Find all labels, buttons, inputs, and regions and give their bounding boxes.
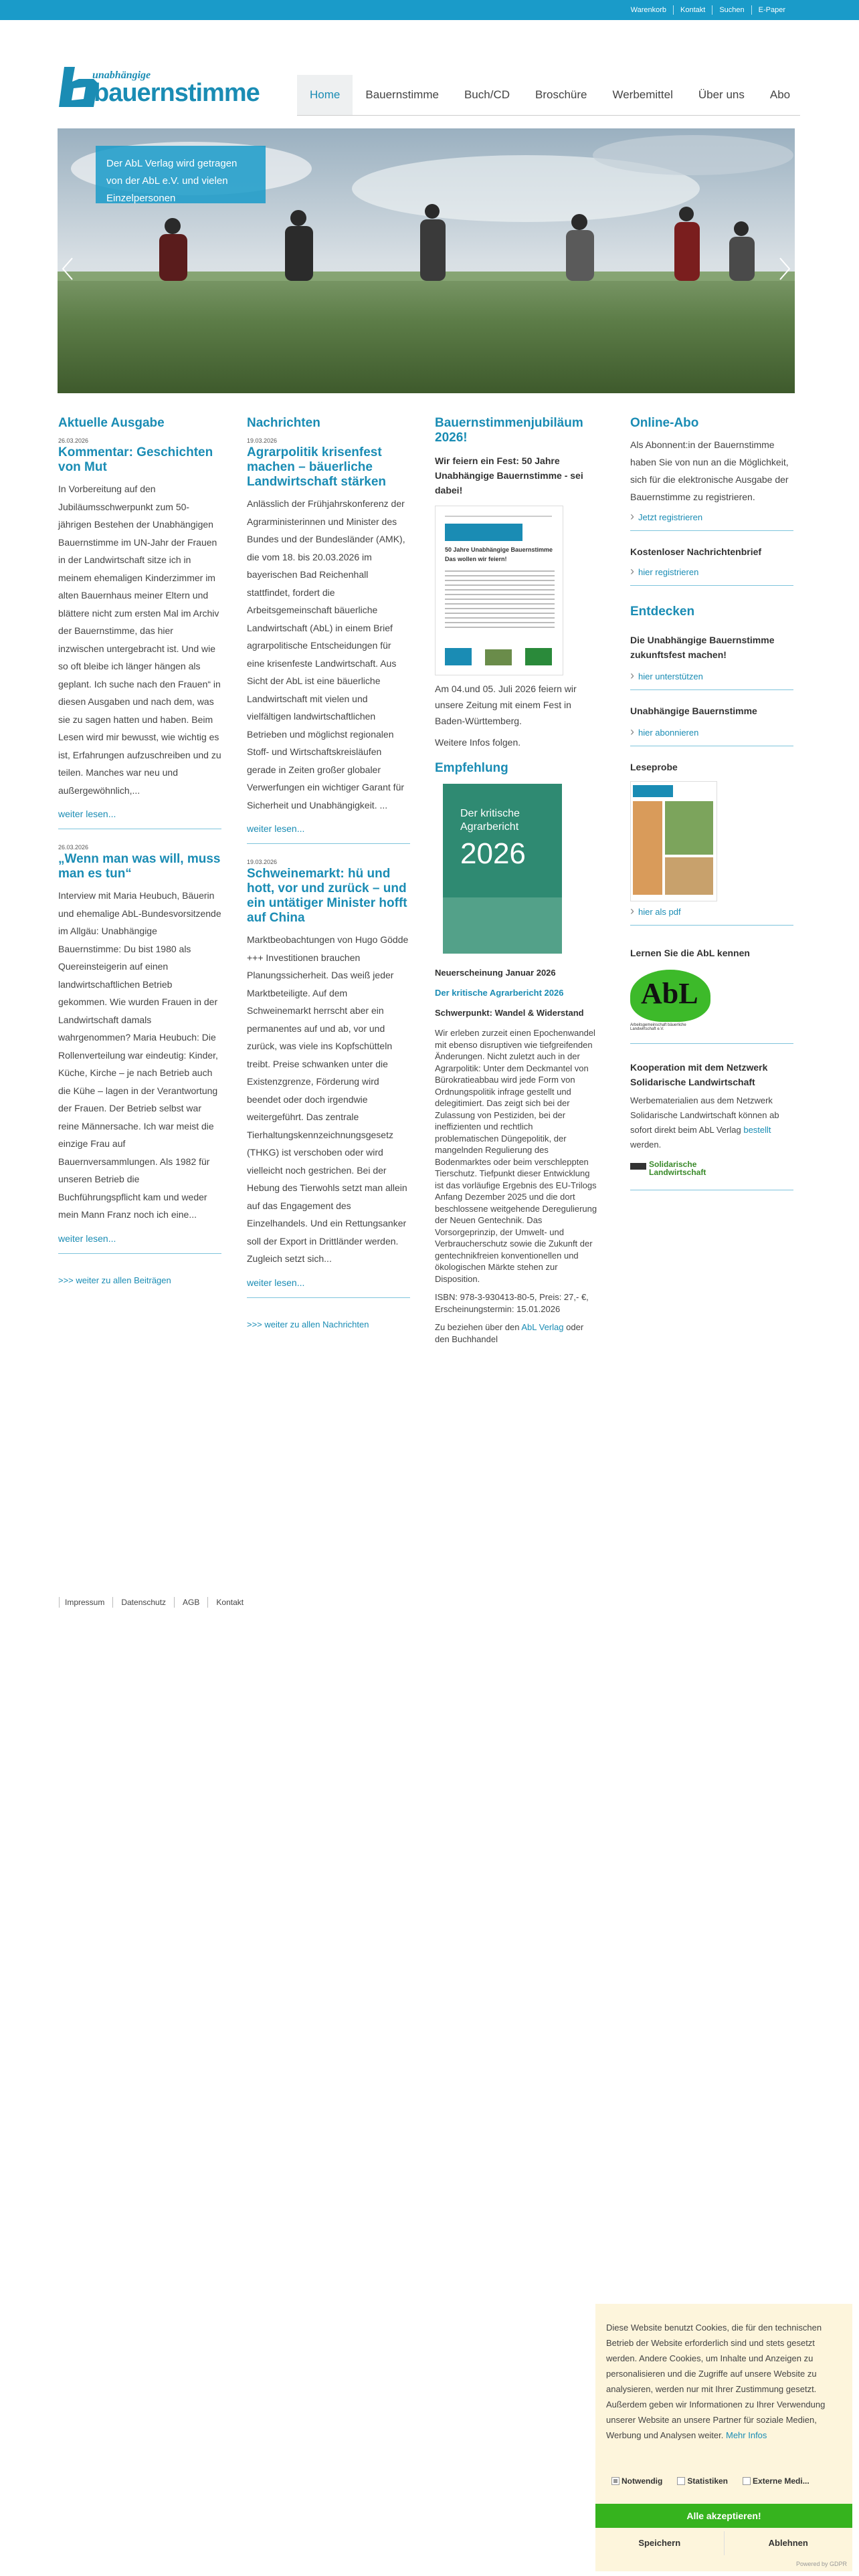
book-cover-year: 2026 bbox=[460, 837, 526, 870]
cookie-option-statistics[interactable]: Statistiken bbox=[677, 2476, 728, 2486]
footer-nav bbox=[59, 1597, 252, 1608]
divider bbox=[630, 530, 793, 531]
slider-next-icon[interactable] bbox=[776, 255, 792, 282]
book-isbn: ISBN: 978-3-930413-80-5, Preis: 27,- €, Erscheinungstermin: 15.01.2026 bbox=[435, 1292, 589, 1314]
cookie-options bbox=[611, 2476, 824, 2486]
divider bbox=[247, 1297, 410, 1298]
hero-caption: Der AbL Verlag wird getragen von der AbL e.V. und vielen Einzelpersonen bbox=[96, 146, 266, 203]
article-teaser: Marktbeobachtungen von Hugo Gödde +++ Investitionen brauchen Planungssicherheit. Das weiß jeder Marktbeteiligte. Auf dem Schweinemarkt herrscht aber ein permanentes auf und ab, vor und zurück, was viele ins Kopfschütteln treibt. Preise schwanken unter die Existenzgrenze, Förderung wird beendet oder doch irgendwie weitergeführt. Das zentrale Tierhaltungskennzeichnungsgesetz (THKG) ist verschoben oder wird vielleicht noch gestrichen. Bei der Hebung des Tierwohls setzt man allein auf das Engagement des Einzelhandels. Und ein Rettungsanker soll der Export in Drittländer werden. Zugleich setzt sich... bbox=[247, 934, 409, 1264]
book-cover-title-2: Agrarbericht bbox=[460, 821, 519, 833]
column-online-abo bbox=[630, 416, 793, 1190]
cookie-banner bbox=[595, 2304, 852, 2571]
all-posts-link[interactable]: >>> weiter zu allen Beiträgen bbox=[58, 1275, 171, 1285]
site-logo[interactable] bbox=[59, 67, 260, 108]
support-heading: Die Unabhängige Bauernstimme zukunftsfest machen! bbox=[630, 635, 775, 660]
book-cover-title-1: Der kritische bbox=[460, 808, 520, 819]
jubilee-text: Am 04.und 05. Juli 2026 feiern wir unsere Zeitung mit einem Fest in Baden-Württemberg. bbox=[435, 683, 577, 726]
divider bbox=[630, 689, 793, 690]
newsletter-heading: Kostenloser Nachrichtenbrief bbox=[630, 546, 762, 557]
article-date: 19.03.2026 bbox=[247, 859, 278, 865]
divider bbox=[630, 585, 793, 586]
column-jubilaeum bbox=[435, 416, 598, 1345]
article-date: 26.03.2026 bbox=[58, 844, 89, 851]
nav-buch-cd[interactable]: Buch/CD bbox=[464, 88, 510, 101]
flyer-subtitle: Das wollen wir feiern! bbox=[445, 556, 507, 562]
cookie-option-external-media[interactable]: Externe Medi... bbox=[743, 2476, 809, 2486]
flyer-logo-2 bbox=[485, 649, 512, 665]
cookie-decision-buttons bbox=[595, 2531, 852, 2555]
flyer-rule bbox=[445, 516, 552, 517]
article-title[interactable]: „Wenn man was will, muss man es tun“ bbox=[58, 852, 221, 881]
flyer-logo bbox=[445, 524, 522, 541]
nav-broschuere[interactable]: Broschüre bbox=[535, 88, 587, 101]
article-title[interactable]: Agrarpolitik krisenfest machen – bäuerliche Landwirtschaft stärken bbox=[247, 445, 386, 489]
footer-agb[interactable]: AGB bbox=[174, 1597, 207, 1608]
footer-kontakt[interactable]: Kontakt bbox=[207, 1597, 252, 1608]
checkbox-icon[interactable] bbox=[611, 2477, 619, 2485]
hero-slider[interactable] bbox=[58, 128, 795, 393]
utility-link-contact[interactable]: Kontakt bbox=[673, 5, 712, 15]
nav-werbemittel[interactable]: Werbemittel bbox=[612, 88, 673, 101]
section-heading: Nachrichten bbox=[247, 416, 320, 430]
abl-verlag-link[interactable]: AbL Verlag bbox=[521, 1322, 564, 1332]
nav-ueber-uns[interactable]: Über uns bbox=[698, 88, 745, 101]
read-more-link[interactable]: weiter lesen... bbox=[247, 1277, 305, 1288]
book-focus: Schwerpunkt: Wandel & Widerstand bbox=[435, 1008, 584, 1018]
logo-small-text: unabhängige bbox=[92, 70, 151, 81]
article-title[interactable]: Kommentar: Geschichten von Mut bbox=[58, 445, 213, 474]
section-heading: Aktuelle Ausgabe bbox=[58, 416, 165, 430]
article-date: 26.03.2026 bbox=[58, 437, 89, 444]
divider bbox=[630, 925, 793, 926]
cookie-powered-by: Powered by GDPR bbox=[795, 2561, 847, 2567]
solawi-heading: Kooperation mit dem Netzwerk Solidarische Landwirtschaft bbox=[630, 1062, 768, 1087]
nav-home[interactable]: Home bbox=[297, 75, 353, 115]
divider bbox=[58, 1253, 221, 1254]
order-link[interactable]: bestellt bbox=[743, 1125, 771, 1135]
solawi-logo-text: Solidarische Landwirtschaft bbox=[649, 1160, 706, 1177]
abl-logo-text: AbL bbox=[641, 977, 698, 1010]
section-heading: Bauernstimmenjubiläum 2026! bbox=[435, 416, 583, 445]
abo-text: Als Abonnent:in der Bauernstimme haben Sie von nun an die Möglichkeit, sich für die elektronische Ausgabe der Bauernstimme zu registrieren. bbox=[630, 439, 789, 502]
flyer-logo-3 bbox=[525, 648, 552, 665]
sample-heading: Leseprobe bbox=[630, 762, 678, 772]
section-heading: Empfehlung bbox=[435, 761, 508, 775]
cookie-option-necessary[interactable]: Notwendig bbox=[611, 2476, 662, 2486]
read-more-link[interactable]: weiter lesen... bbox=[58, 809, 116, 819]
sample-pdf-link[interactable]: › hier als pdf bbox=[630, 904, 793, 918]
nav-divider bbox=[297, 115, 800, 116]
utility-link-cart[interactable]: Warenkorb bbox=[630, 6, 667, 14]
checkbox-icon[interactable] bbox=[743, 2477, 751, 2485]
newsletter-register-link[interactable]: › hier registrieren bbox=[630, 564, 793, 578]
jubilee-text-2: Weitere Infos folgen. bbox=[435, 737, 521, 748]
logo-big-text: bauernstimme bbox=[94, 79, 260, 107]
all-news-link[interactable]: >>> weiter zu allen Nachrichten bbox=[247, 1319, 369, 1329]
cookie-save-button[interactable]: Speichern bbox=[595, 2531, 725, 2555]
book-description: Wir erleben zurzeit einen Epochenwandel mit ebenso disruptiven wie tiefgreifenden Änderungen. Nicht zuletzt auch in der Agrarpolitik: Unter dem Deckmantel von Bürokratieabbau wird jede Form von Ordnungspolitik infrage gestellt und delegitimiert. Das zeigt sich bei der Zulassung von Pestiziden, bei der ineffizienten und rechtlich problematischen Düngepolitik, der mangelnden Regulierung des Bodenmarktes oder beim verschleppten Tierschutz. Tiefpunkt dieser Entwicklung ist das vorläufige Ergebnis des EU-Trilogs Anfang Dezember 2025 und die dort beschlossene weitgehende Deregulierung der Neuen Gentechnik. Das Vorsorgeprinzip, der Umwelt- und Verbraucherschutz sowie die Zukunft der gentechnikfreien konventionellen und ökologischen Märkte stehen zur Disposition. bbox=[435, 1028, 597, 1284]
footer-impressum[interactable]: Impressum bbox=[59, 1597, 112, 1608]
book-cover-art bbox=[443, 897, 562, 954]
column-nachrichten bbox=[247, 416, 410, 1329]
book-cover[interactable] bbox=[443, 784, 562, 954]
abl-logo[interactable] bbox=[630, 970, 710, 1033]
column-aktuelle-ausgabe bbox=[58, 416, 221, 1285]
cookie-accept-all-button[interactable]: Alle akzeptieren! bbox=[595, 2504, 852, 2528]
subscribe-link[interactable]: › hier abonnieren bbox=[630, 725, 793, 739]
subscribe-heading: Unabhängige Bauernstimme bbox=[630, 706, 757, 716]
slider-prev-icon[interactable] bbox=[60, 255, 76, 282]
sample-issue-thumbnail[interactable] bbox=[630, 781, 716, 900]
cookie-text: Diese Website benutzt Cookies, die für den technischen Betrieb der Website erforderlich sind und stets gesetzt werden. Andere Cookies, um Inhalte und Anzeigen zu personalisieren und die Zugriffe auf unsere Website zu analysieren, werden nur mit Ihrer Zustimmung gesetzt. Außerdem geben wir Informationen zu Ihrer Verwendung unserer Website an unsere Partner für soziale Medien, Werbung und Analysen weiter. Mehr Infos bbox=[606, 2323, 826, 2440]
book-order: Zu beziehen über den AbL Verlag oder den Buchhandel bbox=[435, 1322, 584, 1344]
article-teaser: Anlässlich der Frühjahrskonferenz der Agrarministerinnen und Minister des Bundes und der Bundesländer (AMK), die vom 18. bis 20.03.2026 im bayerischen Bad Reichenhall stattfindet, fordert die Arbeitsgemeinschaft bäuerliche Landwirtschaft (AbL) in einem Brief agrarpolitische Entscheidungen für eine krisenfeste Landwirtschaft. Aus Sicht der AbL ist eine bäuerliche Landwirtschaft mit vielen und vielfältigen landwirtschaftlichen Betrieben und möglichst regionalen Stoff- und Wirtschaftskreisläufen gerade in Zeiten großer globaler Verwerfungen ein wichtiger Garant für Sicherheit und Unabhängigkeit. ... bbox=[247, 498, 405, 811]
article-teaser: Interview mit Maria Heubuch, Bäuerin und ehemalige AbL-Bundesvorsitzende im Allgäu: Unabhängige Bauernstimme: Du bist 1980 als Quereinsteigerin auf einen landwirtschaftlichen Betrieb gekommen. Wie wurden Frauen in der Landwirtschaft damals wahrgenommen? Maria Heubuch: Die Rollenverteilung war eindeutig: Kinder, Küche, Kirche – je nach Betrieb auch die Kühe – lagen in der Verantwortung der Frauen. Der Betrieb selbst war reine Männersache. Ich war meist die einzige Frau auf Bauernversammlungen. Als 1982 für unseren Betrieb die Buchführungspflicht kam und weder mein Mann Franz noch ich eine... bbox=[58, 890, 221, 1220]
abl-logo-subtitle: Arbeitsgemeinschaft bäuerliche Landwirtschaft e.V. bbox=[630, 1023, 686, 1031]
nav-bauernstimme[interactable]: Bauernstimme bbox=[365, 88, 439, 101]
article-date: 19.03.2026 bbox=[247, 437, 278, 444]
read-more-link[interactable]: weiter lesen... bbox=[58, 1232, 116, 1244]
new-release-label: Neuerscheinung Januar 2026 bbox=[435, 968, 556, 978]
solawi-text: Werbematerialien aus dem Netzwerk Solidarische Landwirtschaft können ab sofort direkt beim AbL Verlag bestellt werden. bbox=[630, 1095, 779, 1150]
footer-datenschutz[interactable]: Datenschutz bbox=[112, 1597, 174, 1608]
utility-link-search[interactable]: Suchen bbox=[712, 5, 751, 15]
article-title[interactable]: Schweinemarkt: hü und hott, vor und zurück – und ein untätiger Minister hofft auf China bbox=[247, 867, 407, 925]
flyer-title: 50 Jahre Unabhängige Bauernstimme bbox=[445, 546, 553, 553]
utility-nav bbox=[624, 0, 792, 20]
section-heading: Online-Abo bbox=[630, 416, 699, 430]
checkbox-icon[interactable] bbox=[677, 2477, 685, 2485]
flyer-text-lines bbox=[445, 570, 555, 631]
flyer-logo-1 bbox=[445, 648, 472, 665]
support-link[interactable]: › hier unterstützen bbox=[630, 669, 793, 683]
top-utility-bar bbox=[0, 0, 859, 20]
divider bbox=[247, 843, 410, 844]
book-link[interactable]: Der kritische Agrarbericht 2026 bbox=[435, 988, 564, 998]
utility-link-epaper[interactable]: E-Paper bbox=[751, 5, 792, 15]
cookie-more-info-link[interactable]: Mehr Infos bbox=[726, 2430, 767, 2440]
solawi-logo[interactable] bbox=[630, 1159, 713, 1180]
read-more-link[interactable]: weiter lesen... bbox=[247, 823, 305, 834]
main-navigation bbox=[297, 75, 803, 115]
section-heading: Entdecken bbox=[630, 605, 695, 619]
register-link[interactable]: › Jetzt registrieren bbox=[630, 510, 793, 524]
jubilee-intro: Wir feiern ein Fest: 50 Jahre Unabhängige Bauernstimme - sei dabei! bbox=[435, 455, 583, 496]
article-teaser: In Vorbereitung auf den Jubiläumsschwerpunkt zum 50-jährigen Bestehen der Unabhängigen Bauernstimme im UN-Jahr der Frauen in der Landwirtschaft sitze ich in meinem ehemaligen Kinderzimmer im alten Bauernhaus meiner Eltern und blättere nicht zum ersten Mal im Archiv der Bauernstimme, das hier inzwischen untergebracht ist. Und wie so oft bleibe ich länger hängen als geplant. Ich suche nach den Frauen“ in diesen Ausgaben und nach dem, was sie zu sagen hatten und haben. Beim Lesen wird mir bewusst, wie wichtig es ist, Erfahrungen aufzuschreiben und zu teilen. Manches war neu und außergewöhnlich,... bbox=[58, 484, 221, 796]
cookie-decline-button[interactable]: Ablehnen bbox=[768, 2538, 808, 2548]
abl-heading: Lernen Sie die AbL kennen bbox=[630, 948, 750, 958]
divider bbox=[630, 1043, 793, 1044]
jubilee-flyer[interactable] bbox=[435, 506, 563, 675]
nav-abo[interactable]: Abo bbox=[769, 88, 791, 101]
